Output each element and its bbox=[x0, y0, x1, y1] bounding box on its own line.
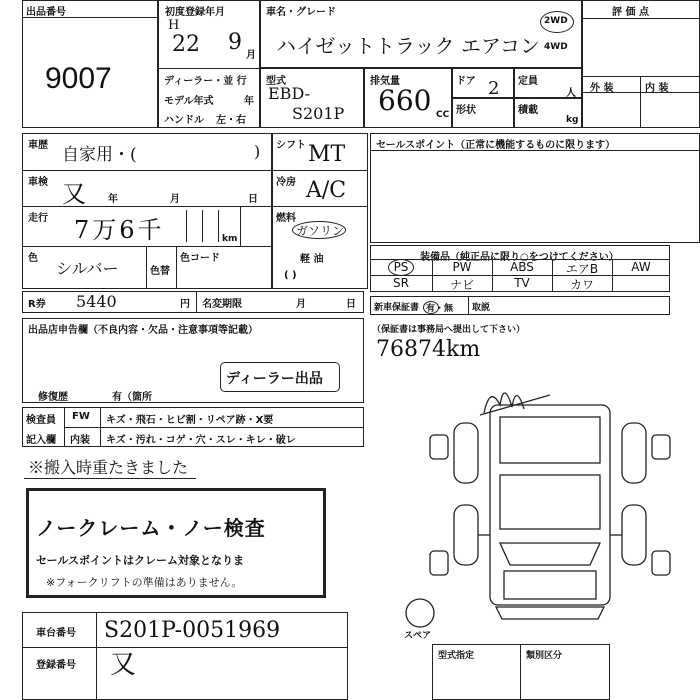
capacity-unit: 人 bbox=[566, 88, 576, 99]
limit-month-unit: 月 bbox=[296, 299, 306, 310]
lot-number: 9007 bbox=[45, 62, 112, 95]
equip-leather: カワ bbox=[569, 278, 594, 292]
category-label: 類別区分 bbox=[526, 651, 563, 661]
dealer-label: ディーラー・並 行 bbox=[164, 76, 247, 87]
fuel-value: ガソリン bbox=[296, 224, 345, 238]
shaken-year-unit: 年 bbox=[108, 194, 118, 205]
left-front-panel bbox=[454, 505, 478, 565]
left-rear-panel bbox=[454, 423, 478, 483]
kg-unit: kg bbox=[566, 115, 579, 125]
inspector-label-2: 記入欄 bbox=[26, 435, 56, 446]
recycle-box bbox=[22, 291, 364, 313]
name-label: 車名・グレード bbox=[266, 7, 336, 18]
claim-title: ノークレーム・ノー検査 bbox=[36, 516, 266, 540]
sales-point-label: セールスポイント（正常に機能するものに限ります） bbox=[376, 140, 616, 151]
displacement: 660 bbox=[378, 84, 432, 117]
r-value: 5440 bbox=[76, 292, 117, 311]
repair-value: 有（箇所 bbox=[112, 392, 152, 403]
displacement-label: 排気量 bbox=[370, 76, 400, 87]
book-label: 取説 bbox=[472, 303, 491, 313]
handle-label: ハンドル bbox=[164, 115, 204, 126]
model-year-label: モデル年式 bbox=[164, 96, 214, 107]
left-front-wheel bbox=[430, 551, 448, 575]
interior-inspect-label: 内装 bbox=[70, 435, 90, 446]
handwritten-note: ※搬入時重たきました bbox=[28, 458, 189, 477]
spare-label: スペア bbox=[404, 631, 432, 641]
shaken-value: 又 bbox=[62, 180, 86, 208]
type-value-1: EBD- bbox=[268, 84, 310, 103]
divider bbox=[196, 291, 197, 313]
windshield bbox=[500, 543, 600, 565]
equip-navi: ナビ bbox=[449, 278, 474, 292]
warranty-value: 有・無 bbox=[426, 304, 454, 314]
km-unit: km bbox=[222, 234, 238, 244]
load-label: 積載 bbox=[518, 105, 538, 116]
rear-window bbox=[500, 417, 600, 463]
interior-inspect-items: キズ・汚れ・コゲ・穴・スレ・キレ・破レ bbox=[106, 435, 296, 446]
divider bbox=[272, 206, 368, 207]
equip-airbag: エアB bbox=[565, 262, 599, 276]
divider bbox=[64, 427, 364, 428]
type-spec-label: 型式指定 bbox=[438, 651, 475, 661]
right-front-wheel bbox=[652, 551, 670, 575]
color-label: 色 bbox=[28, 253, 38, 264]
right-rear-wheel bbox=[652, 435, 670, 459]
equip-sr: SR bbox=[393, 276, 409, 290]
mileage-label: 走行 bbox=[28, 213, 48, 224]
right-rear-panel bbox=[622, 423, 646, 483]
shaken-month-unit: 月 bbox=[170, 194, 180, 205]
month-unit: 月 bbox=[246, 50, 256, 61]
left-rear-wheel bbox=[430, 435, 448, 459]
reg-year: 22 bbox=[172, 32, 200, 57]
dealer-stamp: ディーラー出品 bbox=[226, 371, 323, 387]
reg-month: 9 bbox=[228, 30, 242, 55]
declaration-label: 出品店申告欄（不良内容・欠品・注意事項等記載） bbox=[28, 325, 258, 336]
fuel-diesel: 軽 油 bbox=[300, 254, 324, 265]
color-change-label: 色替 bbox=[150, 266, 170, 277]
divider bbox=[22, 170, 272, 171]
spare-circle bbox=[406, 599, 434, 627]
eval-box bbox=[582, 0, 700, 128]
eval-label: 評 価 点 bbox=[612, 7, 649, 18]
color-code-label: 色コード bbox=[180, 253, 220, 264]
mileage-note: 76874km bbox=[376, 337, 481, 362]
type-label: 型式 bbox=[266, 76, 286, 87]
drive-2wd: 2WD bbox=[544, 16, 568, 26]
handle-lr: 左・右 bbox=[216, 115, 246, 126]
chassis-value: S201P-0051969 bbox=[104, 618, 281, 643]
car-body bbox=[490, 405, 610, 605]
inspector-label-1: 検査員 bbox=[26, 415, 56, 426]
capacity-label: 定員 bbox=[518, 76, 538, 87]
front-bumper bbox=[496, 607, 604, 619]
divider bbox=[96, 612, 97, 700]
divider bbox=[582, 18, 700, 19]
shape-label: 形状 bbox=[456, 105, 476, 116]
chassis-label: 車台番号 bbox=[36, 628, 76, 639]
divider bbox=[520, 644, 521, 700]
divider bbox=[146, 246, 147, 289]
car-name: ハイゼットトラック エアコン bbox=[276, 34, 540, 58]
right-front-panel bbox=[622, 505, 646, 565]
equip-abs: ABS bbox=[510, 260, 534, 274]
warranty-note: （保証書は事務局へ提出して下さい） bbox=[372, 325, 526, 335]
mileage-value: 7万6千 bbox=[74, 216, 165, 244]
divider bbox=[100, 407, 101, 447]
divider bbox=[240, 206, 241, 246]
divider bbox=[22, 206, 272, 207]
shift-label: シフト bbox=[276, 140, 306, 151]
divider bbox=[186, 210, 187, 242]
shaken-label: 車検 bbox=[28, 177, 48, 188]
roof bbox=[500, 475, 600, 529]
shaken-day-unit: 日 bbox=[248, 194, 258, 205]
divider bbox=[370, 150, 700, 151]
history-value: 自家用・( bbox=[62, 145, 137, 165]
ac-label: 冷房 bbox=[276, 177, 296, 188]
equip-tv: TV bbox=[514, 276, 530, 290]
type-value-2: S201P bbox=[292, 104, 345, 123]
divider bbox=[176, 246, 177, 289]
equip-ps: PS bbox=[393, 260, 409, 274]
name-limit-label: 名変期限 bbox=[202, 299, 242, 310]
divider bbox=[22, 246, 272, 247]
fuel-paren: ( ) bbox=[284, 270, 297, 281]
divider bbox=[218, 210, 219, 242]
reg-label: 登録番号 bbox=[36, 660, 76, 671]
note-underline bbox=[24, 478, 196, 479]
r-label: R券 bbox=[28, 299, 46, 310]
divider bbox=[582, 76, 700, 77]
color-value: シルバー bbox=[56, 259, 119, 278]
ac-value: A/C bbox=[306, 178, 347, 203]
divider bbox=[22, 17, 158, 18]
fuel-label: 燃料 bbox=[276, 213, 296, 224]
lot-label: 出品番号 bbox=[26, 7, 66, 18]
shift-value: MT bbox=[308, 142, 346, 167]
divider bbox=[22, 647, 348, 648]
limit-day-unit: 日 bbox=[346, 299, 356, 310]
divider bbox=[158, 68, 260, 69]
equipment-label: 装備品（純正品に限り○をつけてください） bbox=[420, 252, 619, 263]
divider bbox=[640, 76, 641, 128]
claim-line2: ※フォークリフトの準備はありません。 bbox=[46, 576, 243, 589]
cc-unit: CC bbox=[436, 110, 450, 120]
divider bbox=[582, 92, 700, 93]
equip-aw: AW bbox=[631, 260, 651, 274]
yen-unit: 円 bbox=[180, 299, 190, 310]
exterior-label: 外 装 bbox=[590, 83, 614, 94]
fw-label: FW bbox=[72, 411, 90, 422]
equip-pw: PW bbox=[452, 260, 472, 274]
doors: 2 bbox=[488, 78, 500, 99]
interior-label: 内 装 bbox=[645, 83, 669, 94]
car-diagram bbox=[400, 375, 700, 640]
divider bbox=[202, 210, 203, 242]
era: H bbox=[168, 18, 180, 33]
warranty-label: 新車保証書 bbox=[374, 303, 420, 313]
claim-line1: セールスポイントはクレーム対象となりま bbox=[36, 554, 245, 567]
history-label: 車歴 bbox=[28, 140, 48, 151]
reg-value: 又 bbox=[110, 650, 137, 680]
fw-items: キズ・飛石・ヒビ割・リペア跡・X要 bbox=[106, 415, 274, 426]
divider bbox=[468, 296, 469, 315]
first-reg-label: 初度登録年月 bbox=[165, 7, 225, 18]
divider bbox=[272, 170, 368, 171]
history-close: ) bbox=[254, 142, 261, 161]
hood bbox=[504, 571, 596, 599]
drive-4wd: 4WD bbox=[544, 42, 568, 52]
year-unit: 年 bbox=[244, 96, 254, 107]
repair-label: 修復歴 bbox=[38, 392, 68, 403]
door-label: ドア bbox=[456, 76, 476, 87]
